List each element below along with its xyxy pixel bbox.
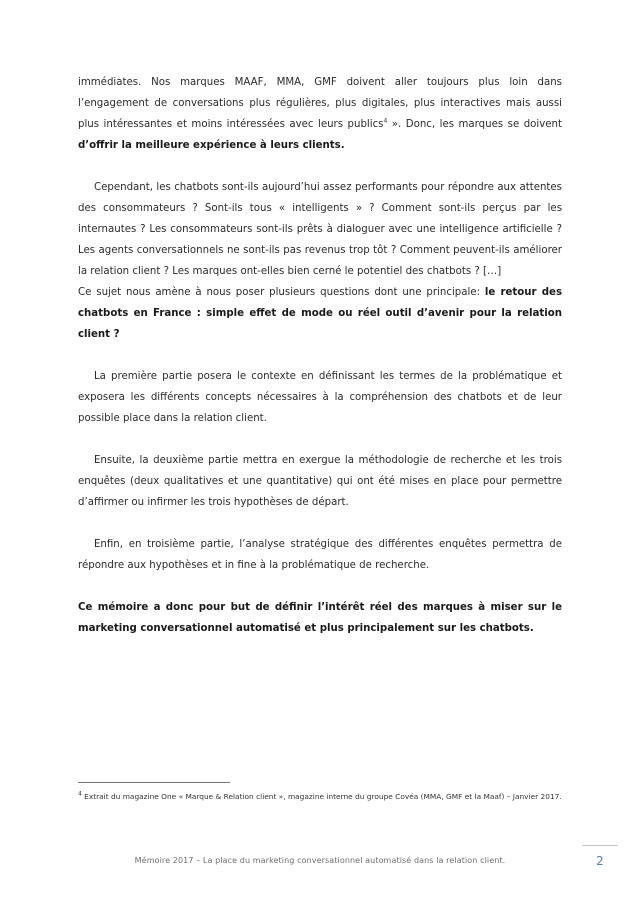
page-number: 2 [596,854,604,868]
footnote [78,788,562,805]
paragraph-3 [78,282,562,345]
paragraph-1-text: immédiates. Nos marques MAAF, MMA, GMF doivent aller toujours plus loin dans l’engagement de conversations plus régulières, plus digitales, plus interactives mais aussi plus intéressantes et moins intéressées avec leurs publics [78,77,562,130]
conclusion-paragraph: Ce mémoire a donc pour but de définir l’intérêt réel des marques à miser sur le marketing conversationnel automatisé et plus principalement sur les chatbots. [78,602,562,634]
paragraph-3-text: Ce sujet nous amène à nous poser plusieurs questions dont une principale: [78,287,485,298]
paragraph-1 [78,72,562,156]
footnote-text: Extrait du magazine One « Marque & Relation client », magazine interne du groupe Covéa (MMA, GMF et la Maaf) – Janvier 2017. [81,792,562,801]
footnote-separator [78,782,230,783]
paragraph-6: Enfin, en troisième partie, l’analyse stratégique des différentes enquêtes permettra de répondre aux hypothèses et in fine à la problématique de recherche. [78,539,562,571]
paragraph-2: Cependant, les chatbots sont-ils aujourd’hui assez performants pour répondre aux attentes des consommateurs ? Sont-ils tous « intelligents » ? Comment sont-ils perçus par les internautes ? Les consommateurs sont-ils prêts à dialoguer avec une intelligence artificielle ? Les agents conversationnels ne sont-ils pas revenus trop tôt ? Comment peuvent-ils améliorer la relation client ? Les marques ont-elles bien cerné le potentiel des chatbots ? […] [78,182,562,277]
document-body [78,72,562,639]
paragraph-1-emphasis: d’offrir la meilleure expérience à leurs clients. [78,140,345,151]
page-number-rule [582,845,618,846]
paragraph-4: La première partie posera le contexte en définissant les termes de la problématique et exposera les différents concepts nécessaires à la compréhension des chatbots et de leur possible place dans la relation client. [78,371,562,424]
footnote-number: 4 [78,790,82,798]
paragraph-5: Ensuite, la deuxième partie mettra en exergue la méthodologie de recherche et les trois enquêtes (deux qualitatives et une quantitative) qui ont été mises en place pour permettre d’affirmer ou infirmer les trois hypothèses de départ. [78,455,562,508]
research-question: le retour des chatbots en France : simple effet de mode ou réel outil d’avenir pour la relation client ? [78,287,563,340]
footnote-reference[interactable]: 4 [383,117,388,125]
page-footer: Mémoire 2017 – La place du marketing conversationnel automatisé dans la relation client. [134,856,506,865]
paragraph-1-text-cont: ». Donc, les marques se doivent [387,119,562,130]
